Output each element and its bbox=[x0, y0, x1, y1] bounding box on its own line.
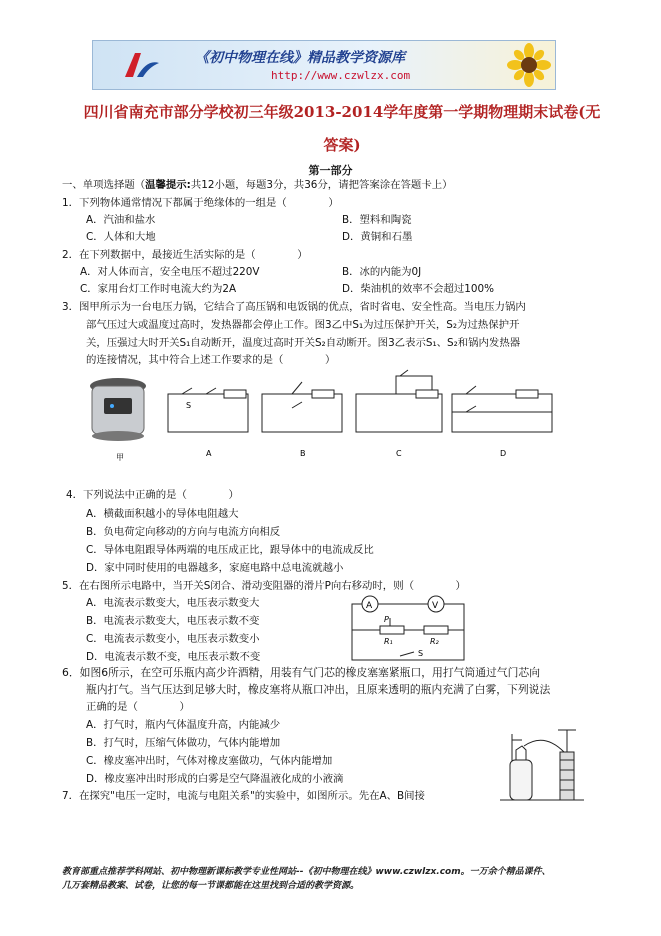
title-line-2: 答案) bbox=[323, 136, 361, 154]
q3-caption-b: B bbox=[300, 449, 306, 458]
q1-option-c: C．人体和大地 bbox=[86, 231, 156, 243]
q3-line-2: 部气压过大或温度过高时，发热器都会停止工作。图3乙中S₁为过压保护开关，S₂为过热保护开 bbox=[86, 319, 520, 331]
q3-figure bbox=[86, 368, 566, 464]
sunflower-icon bbox=[507, 43, 551, 87]
q5-option-b: B．电流表示数变大，电压表示数不变 bbox=[86, 615, 260, 627]
voltmeter-label: V bbox=[432, 601, 439, 611]
q7-stem: 7．在探究"电压一定时，电流与电阻关系"的实验中，如图所示。先在A、B间接 bbox=[62, 790, 425, 802]
q2-option-b: B．冰的内能为0J bbox=[342, 266, 422, 278]
q3-circuit-c bbox=[356, 370, 442, 432]
page-footer bbox=[62, 865, 622, 893]
document-title bbox=[62, 96, 622, 162]
q5-stem: 5．在右图所示电路中，当开关S闭合、滑动变阻器的滑片P向右移动时，则（ ） bbox=[62, 580, 466, 592]
pressure-cooker-image bbox=[90, 378, 146, 441]
ammeter-label: A bbox=[366, 601, 373, 611]
q5-option-a: A．电流表示数变大，电压表示数变大 bbox=[86, 597, 260, 609]
q5-option-d: D．电流表示数不变，电压表示数不变 bbox=[86, 651, 261, 663]
q3-caption-d: D bbox=[500, 449, 507, 458]
q1-option-b: B．塑料和陶瓷 bbox=[342, 214, 412, 226]
site-logo-icon bbox=[121, 49, 161, 81]
section-heading: 一、单项选择题（温馨提示:共12小题，每题3分，共36分，请把答案涂在答题卡上） bbox=[62, 179, 453, 191]
q3-line-4: 的连接情况，其中符合上述工作要求的是（ ） bbox=[86, 354, 336, 366]
banner-url: http://www.czwlzx.com bbox=[271, 69, 411, 82]
q3-caption-jia: 甲 bbox=[116, 453, 124, 462]
r1-label: R₁ bbox=[384, 637, 393, 646]
q3-line-3: 关，压强过大时开关S₁自动断开，温度过高时开关S₂自动断开。图3乙表示S₁、S₂和锅内发热器 bbox=[86, 337, 521, 349]
q3-circuit-a bbox=[168, 388, 248, 432]
r2-label: R₂ bbox=[430, 637, 439, 646]
banner-title: 《初中物理在线》精品教学资源库 bbox=[195, 50, 405, 66]
q6-line-3: 正确的是（ ） bbox=[86, 701, 190, 713]
slider-label: P bbox=[384, 615, 389, 624]
q2-option-d: D．柴油机的效率不会超过100% bbox=[342, 283, 495, 295]
q2-option-a: A．对人体而言，安全电压不超过220V bbox=[80, 266, 260, 278]
footer-line-1: 教育部重点推荐学科网站、初中物理新课标教学专业性网站--《初中物理在线》www.czwlzx.com。一万余个精品课件、 bbox=[62, 867, 551, 877]
title-line-1: 四川省南充市部分学校初三年级2013-2014学年度第一学期物理期末试卷(无 bbox=[83, 103, 601, 121]
q3-circuit-d bbox=[452, 386, 552, 432]
q3-circuit-b bbox=[262, 382, 342, 432]
q5-circuit-diagram bbox=[344, 590, 474, 666]
q6-line-2: 瓶内打气。当气压达到足够大时，橡皮塞将从瓶口冲出，且原来透明的瓶内充满了白雾，下列说法 bbox=[86, 683, 551, 696]
q1-option-a: A．汽油和盐水 bbox=[86, 214, 156, 226]
q4-option-d: D．家中同时使用的电器越多，家庭电路中总电流就越小 bbox=[86, 562, 344, 574]
q6-bottle-pump-figure bbox=[496, 726, 588, 806]
switch-label: S bbox=[418, 649, 424, 658]
q1-option-d: D．黄铜和石墨 bbox=[342, 231, 413, 243]
q1-stem: 1．下列物体通常情况下都属于绝缘体的一组是（ ） bbox=[62, 197, 339, 209]
q4-option-c: C．导体电阻跟导体两端的电压成正比，跟导体中的电流成反比 bbox=[86, 544, 374, 556]
q4-stem: 4．下列说法中正确的是（ ） bbox=[66, 489, 239, 501]
part-label: 第一部分 bbox=[308, 164, 353, 177]
header-banner bbox=[92, 40, 556, 90]
q5-option-c: C．电流表示数变小，电压表示数变小 bbox=[86, 633, 260, 645]
q3-caption-c: C bbox=[396, 449, 402, 458]
q6-option-a: A．打气时，瓶内气体温度升高，内能减少 bbox=[86, 719, 281, 731]
q6-option-c: C．橡皮塞冲出时，气体对橡皮塞做功，气体内能增加 bbox=[86, 755, 333, 767]
q6-line-1: 6．如图6所示，在空可乐瓶内高少许酒精，用装有气门芯的橡皮塞塞紧瓶口，用打气筒通过气门芯向 bbox=[62, 666, 541, 679]
q4-option-b: B．负电荷定向移动的方向与电流方向相反 bbox=[86, 526, 281, 538]
q3-caption-a: A bbox=[206, 449, 212, 458]
q3-line-1: 3．图甲所示为一台电压力锅，它结合了高压锅和电饭锅的优点，省时省电、安全性高。当电压力锅内 bbox=[62, 301, 526, 313]
q6-option-b: B．打气时，压缩气体做功，气体内能增加 bbox=[86, 737, 281, 749]
q2-stem: 2．在下列数据中，最接近生活实际的是（ ） bbox=[62, 249, 308, 261]
q4-option-a: A．横截面积越小的导体电阻越大 bbox=[86, 508, 239, 520]
q2-option-c: C．家用台灯工作时电流大约为2A bbox=[80, 283, 237, 295]
footer-line-2: 几万套精品教案、试卷，让您的每一节课都能在这里找到合适的教学资源。 bbox=[62, 881, 360, 891]
q3-switch-label: S bbox=[186, 401, 192, 410]
q6-option-d: D．橡皮塞冲出时形成的白雾是空气降温液化成的小液滴 bbox=[86, 773, 344, 785]
